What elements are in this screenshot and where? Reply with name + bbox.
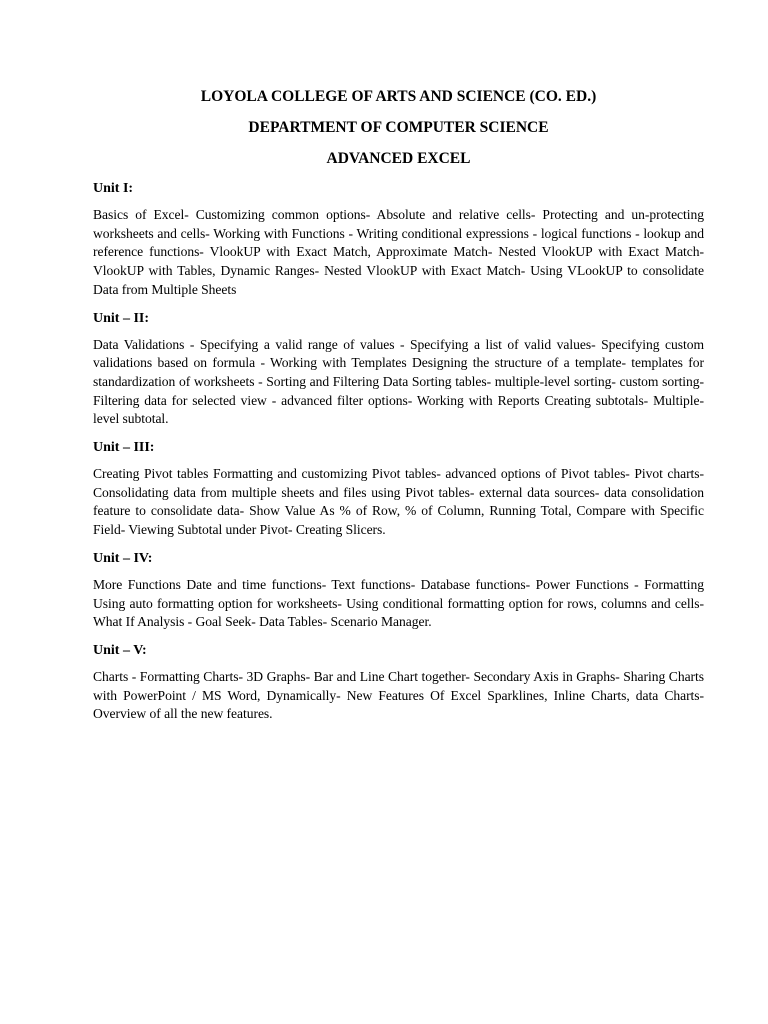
unit-5-heading: Unit – V: (93, 642, 147, 658)
college-title: LOYOLA COLLEGE OF ARTS AND SCIENCE (CO. ED.) (200, 88, 597, 105)
syllabus-page (93, 88, 704, 724)
department-title: DEPARTMENT OF COMPUTER SCIENCE (248, 119, 549, 136)
unit-2-section (93, 311, 704, 430)
unit-1-body: Basics of Excel- Customizing common options- Absolute and relative cells- Protecting and un-protecting worksheets and cells- Working with Functions - Writing conditional expressions - logical functions - lookup and reference functions- VlookUP with Exact Match, Approximate Match- Nested VlookUP with Exact Match- VlookUP with Tables, Dynamic Ranges- Nested VlookUP with Exact Match- Using VLookUP to consolidate Data from Multiple Sheets (93, 207, 704, 297)
unit-4-heading: Unit – IV: (93, 550, 153, 566)
unit-5-section (93, 643, 704, 724)
unit-1-section (93, 181, 704, 300)
unit-4-section (93, 551, 704, 632)
unit-3-body: Creating Pivot tables Formatting and customizing Pivot tables- advanced options of Pivot tables- Pivot charts- Consolidating data from multiple sheets and files using Pivot tables- external data sources- data consolidation feature to consolidate data- Show Value As % of Row, % of Column, Running Total, Compare with Specific Field- Viewing Subtotal under Pivot- Creating Slicers. (93, 466, 704, 538)
unit-1-heading: Unit I: (93, 181, 134, 196)
unit-3-heading: Unit – III: (93, 440, 155, 456)
unit-3-section (93, 440, 704, 540)
unit-4-body: More Functions Date and time functions- Text functions- Database functions- Power Functions - Formatting Using auto formatting option for worksheets- Using conditional formatting option for rows, columns and cells- What If Analysis - Goal Seek- Data Tables- Scenario Manager. (93, 576, 704, 630)
course-title: ADVANCED EXCEL (326, 150, 471, 167)
unit-2-heading: Unit – II: (93, 310, 150, 326)
unit-5-body: Charts - Formatting Charts- 3D Graphs- Bar and Line Chart together- Secondary Axis in Graphs- Sharing Charts with PowerPoint / MS Word, Dynamically- New Features Of Excel Sparklines, Inline Charts, data Charts- Overview of all the new features. (93, 668, 704, 722)
unit-2-body: Data Validations - Specifying a valid range of values - Specifying a list of valid values- Specifying custom validations based on formula - Working with Templates Designing the structure of a template- templates for standardization of worksheets - Sorting and Filtering Data Sorting tables- multiple-level sorting- custom sorting- Filtering data for selected view - advanced filter options- Working with Reports Creating subtotals- Multiple-level subtotal. (93, 336, 704, 427)
